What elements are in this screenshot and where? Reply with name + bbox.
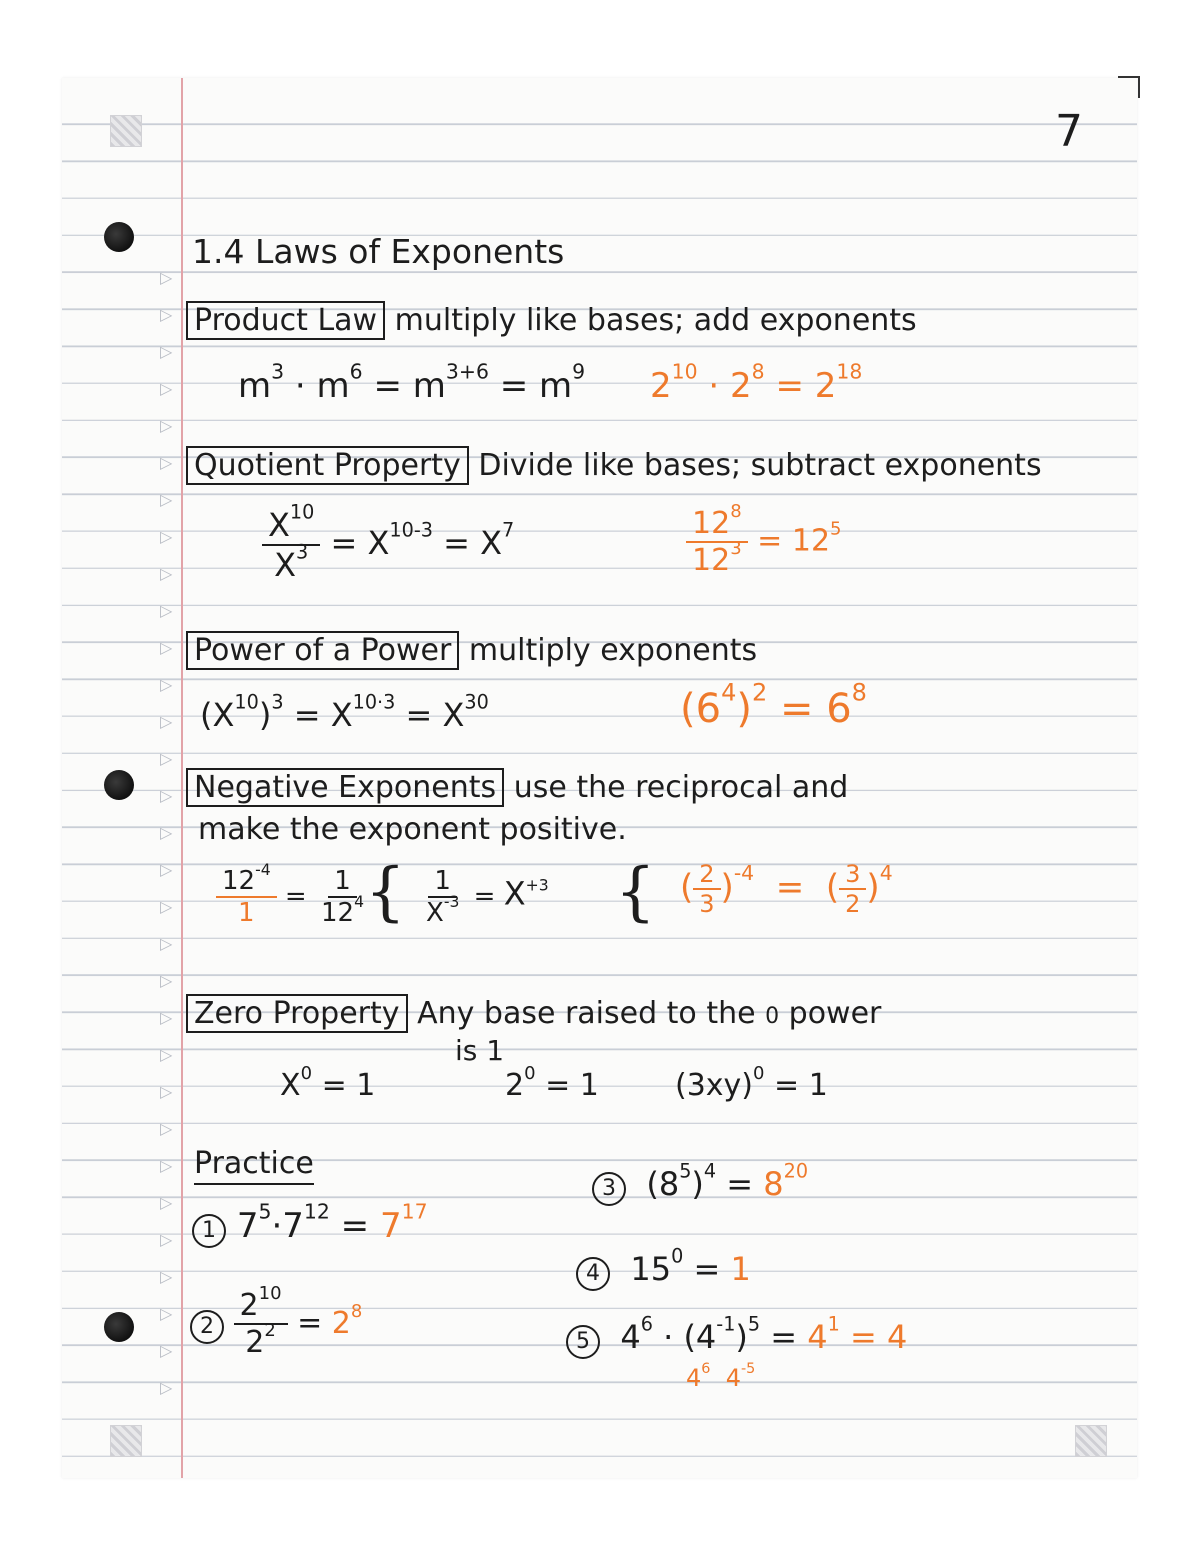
margin-triangle-icon: ▷ <box>160 1341 173 1360</box>
zero-symbol: 0 <box>765 1004 780 1029</box>
power-section <box>186 633 757 668</box>
margin-triangle-icon: ▷ <box>160 416 173 435</box>
margin-triangle-icon: ▷ <box>160 1267 173 1286</box>
margin-triangle-icon: ▷ <box>160 453 173 472</box>
practice-heading: Practice <box>194 1146 314 1181</box>
product-law-label: Product Law <box>186 301 385 340</box>
zero-example-2: $2^0 = 1$ <box>505 1062 599 1103</box>
product-law-section <box>186 303 917 338</box>
practice-item-4: 4 $15^0 = 1$ <box>576 1250 751 1291</box>
scan-code-icon <box>110 115 142 147</box>
margin-triangle-icon: ▷ <box>160 1304 173 1323</box>
margin-triangle-icon: ▷ <box>160 971 173 990</box>
margin-line <box>181 78 183 1478</box>
margin-triangle-icon: ▷ <box>160 1082 173 1101</box>
quotient-section <box>186 448 1042 483</box>
negative-example-3: ( $\frac{2}{3}$ )$^{-4}$ = ( $\frac{3}{2}$ )$^4$ <box>680 860 893 918</box>
power-rule: multiply exponents <box>468 633 758 668</box>
negative-rule-2: make the exponent positive. <box>198 812 627 847</box>
zero-section <box>186 996 881 1031</box>
margin-triangle-icon: ▷ <box>160 786 173 805</box>
quotient-example-2: $\frac{12^8}{12^3}$ = $12^5$ <box>686 506 842 578</box>
margin-triangle-icon: ▷ <box>160 749 173 768</box>
negative-example-2: $\frac{1}{X^{-3}}$ = $X^{+3}$ <box>426 866 549 928</box>
binder-hole-top <box>104 222 134 252</box>
margin-triangle-icon: ▷ <box>160 379 173 398</box>
practice-item-2: 2 $\frac{2^{10}}{2^2}$ = $2^8$ <box>190 1288 362 1360</box>
zero-rule-1: Any base raised to the <box>417 996 756 1031</box>
quotient-rule: Divide like bases; subtract exponents <box>478 448 1042 483</box>
margin-triangle-icon: ▷ <box>160 638 173 657</box>
zero-rule-2: power <box>788 996 882 1031</box>
margin-triangle-icon: ▷ <box>160 268 173 287</box>
negative-label: Negative Exponents <box>186 768 504 807</box>
margin-triangle-icon: ▷ <box>160 675 173 694</box>
brace-divider: { <box>365 855 406 929</box>
practice-item-5: 5 $4^6 \cdot (4^{-1})^5 = 4^1 = 4$ <box>566 1318 907 1359</box>
power-example-2: $(6^4)^2 = 6^8$ <box>680 678 867 732</box>
margin-triangle-icon: ▷ <box>160 564 173 583</box>
scan-code-icon <box>110 1425 142 1457</box>
negative-section <box>186 770 848 805</box>
margin-triangle-icon: ▷ <box>160 601 173 620</box>
practice-item-1: 1 $7^5\cdot 7^{12} = 7^{17}$ <box>192 1206 428 1248</box>
scan-code-icon <box>1075 1425 1107 1457</box>
binder-hole-bottom <box>104 1312 134 1342</box>
brace-divider: { <box>615 855 656 929</box>
margin-triangle-icon: ▷ <box>160 1045 173 1064</box>
margin-triangle-icon: ▷ <box>160 305 173 324</box>
margin-triangle-icon: ▷ <box>160 527 173 546</box>
margin-triangle-icon: ▷ <box>160 1119 173 1138</box>
page-corner-mark <box>1118 76 1140 98</box>
margin-triangle-icon: ▷ <box>160 1230 173 1249</box>
quotient-label: Quotient Property <box>186 446 469 485</box>
zero-rule-3: is 1 <box>455 1034 505 1067</box>
margin-triangle-icon: ▷ <box>160 934 173 953</box>
margin-triangle-icon: ▷ <box>160 860 173 879</box>
margin-triangle-icon: ▷ <box>160 1156 173 1175</box>
product-example-2: $2^{10} \cdot 2^8 = 2^{18}$ <box>650 359 863 406</box>
product-example-1: $m^3 \cdot m^6 = m^{3+6} = m^9$ <box>238 359 586 406</box>
product-law-rule: multiply like bases; add exponents <box>394 303 917 338</box>
margin-triangle-icon: ▷ <box>160 1008 173 1027</box>
margin-triangle-icon: ▷ <box>160 490 173 509</box>
margin-triangle-icon: ▷ <box>160 1378 173 1397</box>
margin-triangle-icon: ▷ <box>160 1193 173 1212</box>
binder-hole-middle <box>104 770 134 800</box>
practice-item-5-work: $4^6$ $4^{-5}$ <box>686 1361 756 1392</box>
zero-example-3: $(3xy)^0 = 1$ <box>675 1062 828 1103</box>
margin-triangle-icon: ▷ <box>160 823 173 842</box>
margin-triangle-icon: ▷ <box>160 897 173 916</box>
margin-triangle-icon: ▷ <box>160 712 173 731</box>
zero-example-1: $X^0 = 1$ <box>280 1062 376 1103</box>
quotient-example-1: $\frac{X^{10}}{X^3}$ = $X^{10-3} = X^7$ <box>262 506 514 584</box>
negative-rule-1: use the reciprocal and <box>513 770 849 805</box>
margin-triangle-icon: ▷ <box>160 342 173 361</box>
power-example-1: $(X^{10})^3 = X^{10\cdot 3} = X^{30}$ <box>200 690 489 734</box>
power-label: Power of a Power <box>186 631 459 670</box>
practice-item-3: 3 $(8^5)^4 = 8^{20}$ <box>592 1165 808 1206</box>
negative-example-1: $\frac{12^{-4}}{1}$ = $\frac{1}{12^4}$ <box>216 866 370 928</box>
page-number: 7 <box>1055 106 1083 157</box>
zero-label: Zero Property <box>186 994 408 1033</box>
page-title: 1.4 Laws of Exponents <box>192 232 565 271</box>
